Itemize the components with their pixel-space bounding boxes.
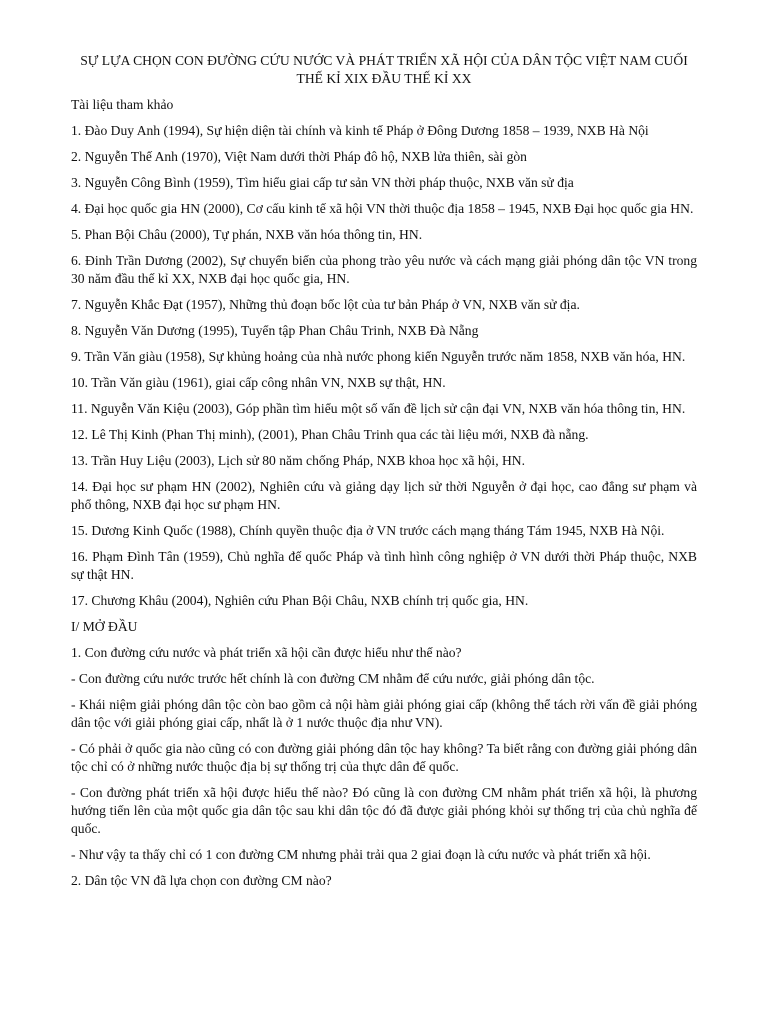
reference-item: 17. Chương Khâu (2004), Nghiên cứu Phan Bội Châu, NXB chính trị quốc gia, HN. <box>71 593 529 608</box>
reference-item: 13. Trần Huy Liệu (2003), Lịch sử 80 năm chống Pháp, NXB khoa học xã hội, HN. <box>71 453 526 468</box>
reference-item: 10. Trần Văn giàu (1961), giai cấp công nhân VN, NXB sự thật, HN. <box>71 375 446 390</box>
body-paragraph: 1. Con đường cứu nước và phát triển xã hội cần được hiểu như thế nào? <box>71 645 462 660</box>
body-paragraph: 2. Dân tộc VN đã lựa chọn con đường CM nào? <box>71 873 332 888</box>
document-title: SỰ LỰA CHỌN CON ĐƯỜNG CỨU NƯỚC VÀ PHÁT TRIỂN XÃ HỘI CỦA DÂN TỘC VIỆT NAM CUỐI THẾ KỈ XIX ĐẦU THẾ KỈ XX <box>80 53 688 86</box>
references-heading: Tài liệu tham khảo <box>71 97 174 112</box>
body-paragraph: - Khái niệm giải phóng dân tộc còn bao gồm cả nội hàm giải phóng giai cấp (không thể tách rời vấn đề giải phóng dân tộc với giải phóng giai cấp, nhất là ở 1 nước thuộc địa như VN). <box>71 697 697 730</box>
reference-item: 15. Dương Kinh Quốc (1988), Chính quyền thuộc địa ở VN trước cách mạng tháng Tám 1945, NXB Hà Nội. <box>71 523 665 538</box>
reference-item: 14. Đại học sư phạm HN (2002), Nghiên cứu và giảng dạy lịch sử thời Nguyễn ở đại học, cao đẳng sư phạm và phổ thông, NXB đại học sư phạm HN. <box>71 479 697 512</box>
reference-item: 5. Phan Bội Châu (2000), Tự phán, NXB văn hóa thông tin, HN. <box>71 227 423 242</box>
document-page <box>71 52 697 898</box>
section-body <box>71 644 697 890</box>
reference-item: 7. Nguyễn Khắc Đạt (1957), Những thủ đoạn bốc lột của tư bản Pháp ở VN, NXB văn sử địa. <box>71 297 580 312</box>
reference-item: 8. Nguyễn Văn Dương (1995), Tuyển tập Phan Châu Trinh, NXB Đà Nẵng <box>71 323 479 338</box>
section-heading: I/ MỞ ĐẦU <box>71 619 138 634</box>
reference-item: 16. Phạm Đình Tân (1959), Chủ nghĩa đế quốc Pháp và tình hình công nghiệp ở VN dưới thời Pháp thuộc, NXB sự thật HN. <box>71 549 697 582</box>
body-paragraph: - Con đường phát triển xã hội được hiểu thế nào? Đó cũng là con đường CM nhằm phát triển xã hội, là phương hướng tiến lên của một quốc gia dân tộc sau khi dân tộc đó đã được giải phóng khỏi sự thống trị của chủ nghĩa đế quốc. <box>71 785 697 836</box>
reference-item: 6. Đinh Trần Dương (2002), Sự chuyển biến của phong trào yêu nước và cách mạng giải phóng dân tộc VN trong 30 năm đầu thế kỉ XX, NXB đại học quốc gia, HN. <box>71 253 697 286</box>
references-list <box>71 122 697 610</box>
reference-item: 1. Đào Duy Anh (1994), Sự hiện diện tài chính và kinh tế Pháp ở Đông Dương 1858 – 1939, NXB Hà Nội <box>71 123 649 138</box>
reference-item: 3. Nguyễn Công Bình (1959), Tìm hiểu giai cấp tư sản VN thời pháp thuộc, NXB văn sử địa <box>71 175 574 190</box>
reference-item: 12. Lê Thị Kinh (Phan Thị minh), (2001), Phan Châu Trinh qua các tài liệu mới, NXB đà nẵng. <box>71 427 589 442</box>
reference-item: 11. Nguyễn Văn Kiệu (2003), Góp phần tìm hiểu một số vấn đề lịch sử cận đại VN, NXB văn hóa thông tin, HN. <box>71 401 686 416</box>
body-paragraph: - Có phải ở quốc gia nào cũng có con đường giải phóng dân tộc hay không? Ta biết rằng con đường giải phóng dân tộc chỉ có ở những nước thuộc địa bị sự thống trị của thực dân đế quốc. <box>71 741 697 774</box>
reference-item: 4. Đại học quốc gia HN (2000), Cơ cấu kinh tế xã hội VN thời thuộc địa 1858 – 1945, NXB Đại học quốc gia HN. <box>71 201 694 216</box>
body-paragraph: - Như vậy ta thấy chỉ có 1 con đường CM nhưng phải trải qua 2 giai đoạn là cứu nước và phát triển xã hội. <box>71 847 651 862</box>
reference-item: 9. Trần Văn giàu (1958), Sự khủng hoảng của nhà nước phong kiến Nguyễn trước năm 1858, NXB văn hóa, HN. <box>71 349 686 364</box>
body-paragraph: - Con đường cứu nước trước hết chính là con đường CM nhằm để cứu nước, giải phóng dân tộc. <box>71 671 595 686</box>
reference-item: 2. Nguyễn Thế Anh (1970), Việt Nam dưới thời Pháp đô hộ, NXB lửa thiên, sài gòn <box>71 149 527 164</box>
